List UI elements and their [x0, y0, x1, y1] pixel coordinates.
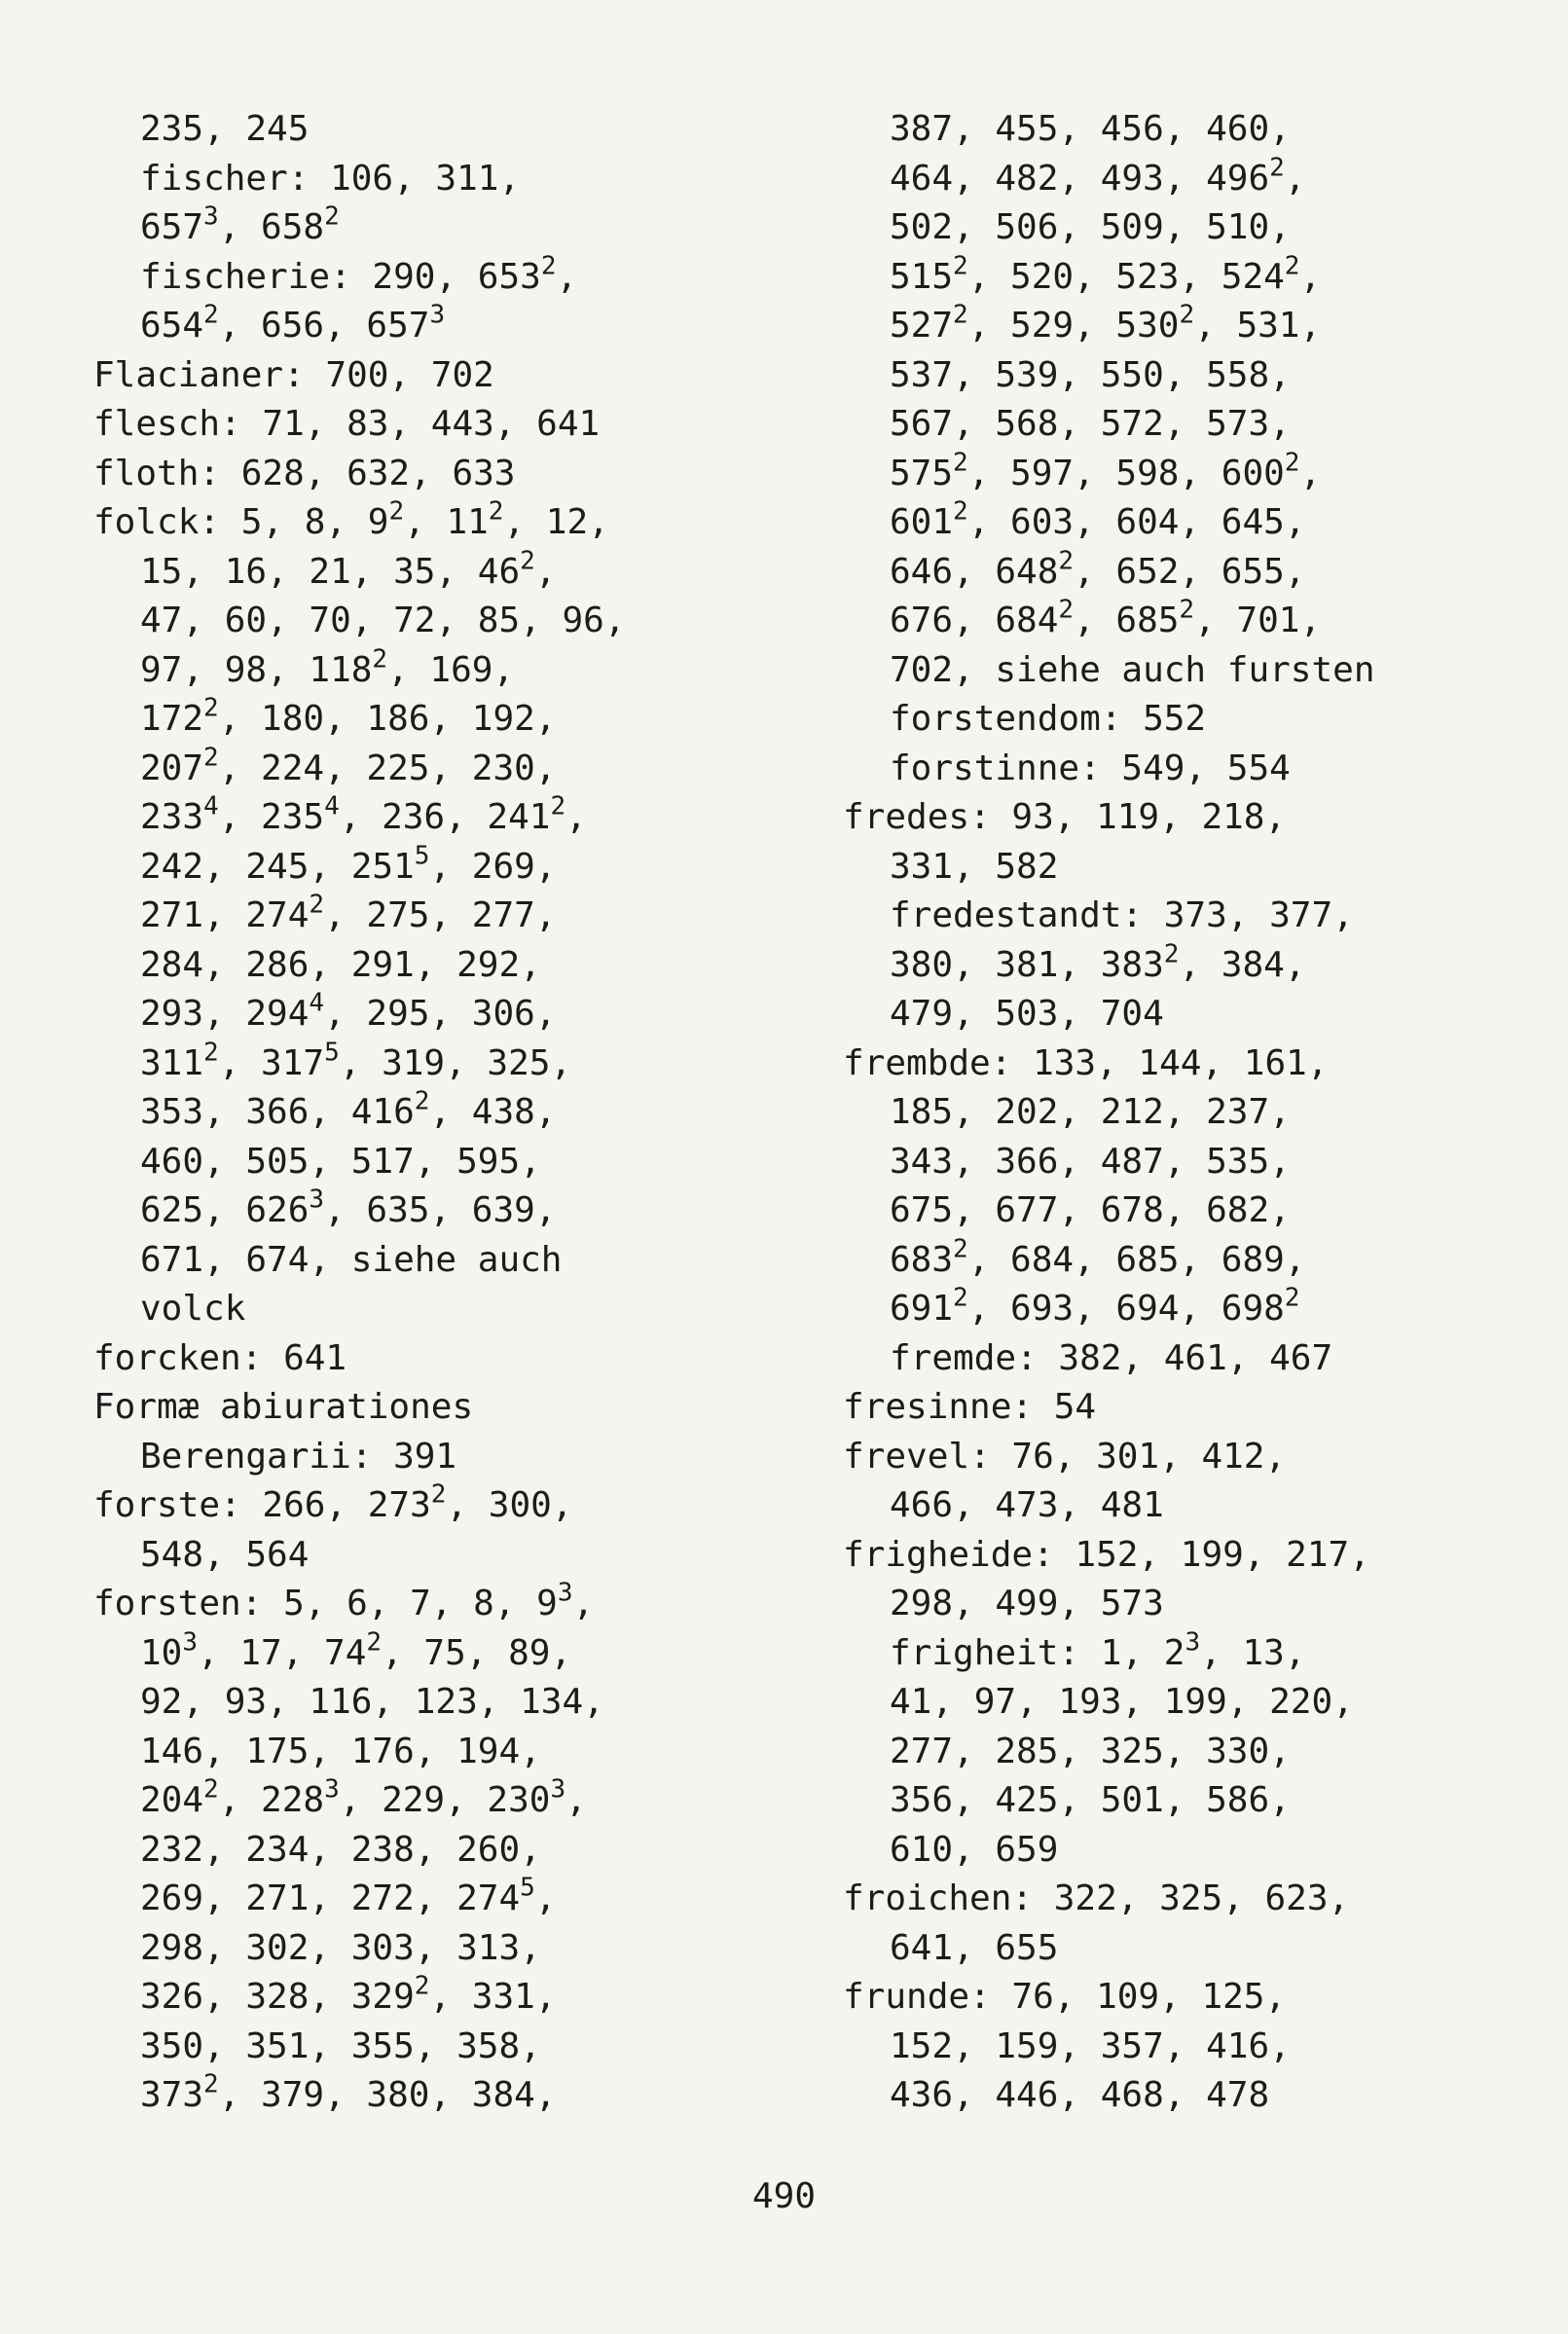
index-line: froichen: 322, 325, 623,	[843, 1878, 1350, 1918]
index-line: Berengarii: 391	[140, 1436, 457, 1477]
index-line: $373^2$, 379, 380, 384,	[140, 2069, 557, 2115]
index-line: 353, 366, $416^2$, 438,	[140, 1086, 557, 1132]
index-line: volck	[140, 1289, 246, 1329]
index-line: $10^3$, 17, $74^2$, 75, 89,	[140, 1627, 572, 1673]
index-line: 326, 328, $329^2$, 331,	[140, 1971, 557, 2017]
index-line: 625, $626^3$, 635, 639,	[140, 1185, 557, 1230]
index-line: 610, 659	[890, 1829, 1059, 1870]
index-line: 277, 285, 325, 330,	[890, 1731, 1291, 1771]
index-line: 331, 582	[890, 846, 1059, 887]
index-line: 293, $294^4$, 295, 306,	[140, 988, 557, 1034]
index-line: $683^2$, 684, 685, 689,	[890, 1234, 1306, 1280]
index-line: $601^2$, 603, 604, 645,	[890, 496, 1306, 542]
index-line: frigheide: 152, 199, 217,	[843, 1534, 1370, 1575]
index-line: forste: 266, $273^2$, 300,	[93, 1479, 573, 1525]
index-line: 92, 93, 116, 123, 134,	[140, 1682, 604, 1722]
index-line: 298, 499, 573	[890, 1584, 1164, 1623]
index-line: 460, 505, 517, 595,	[140, 1141, 541, 1182]
index-line: Flacianer: 700, 702	[93, 354, 494, 395]
index-line: $515^2$, 520, 523, $524^2$,	[890, 251, 1322, 297]
index-line: 479, 503, 704	[890, 994, 1164, 1034]
index-line: $172^2$, 180, 186, 192,	[140, 693, 557, 739]
index-column-left	[93, 105, 626, 2121]
index-line: fredestandt: 373, 377,	[890, 895, 1354, 935]
index-line: flesch: 71, 83, 443, 641	[93, 404, 601, 444]
index-line: 152, 159, 357, 416,	[890, 2025, 1291, 2066]
index-line: floth: 628, 632, 633	[93, 453, 516, 493]
index-line: 436, 446, 468, 478	[890, 2075, 1270, 2115]
index-line: 387, 455, 456, 460,	[890, 109, 1291, 149]
index-line: $654^2$, 656, $657^3$	[140, 300, 446, 346]
index-line: forcken: 641	[93, 1337, 347, 1378]
index-line: 298, 302, 303, 313,	[140, 1927, 541, 1968]
index-line: 548, 564	[140, 1534, 310, 1575]
index-line: 567, 568, 572, 573,	[890, 404, 1291, 444]
index-line: 97, 98, $118^2$, 169,	[140, 644, 515, 690]
index-line: Formæ abiurationes	[93, 1387, 474, 1427]
index-line: fischer: 106, 311,	[140, 158, 521, 199]
index-line: 235, 245	[140, 109, 310, 149]
index-line: $233^4$, $235^4$, 236, $241^2$,	[140, 791, 587, 837]
index-line: frigheit: 1, $2^3$, 13,	[890, 1627, 1306, 1673]
index-line: 15, 16, 21, 35, $46^2$,	[140, 546, 557, 592]
index-line: 343, 366, 487, 535,	[890, 1141, 1291, 1182]
index-line: fremde: 382, 461, 467	[890, 1337, 1333, 1378]
index-line: 380, 381, $383^2$, 384,	[890, 939, 1306, 985]
index-line: frunde: 76, 109, 125,	[843, 1977, 1287, 2017]
index-line: fredes: 93, 119, 218,	[843, 797, 1287, 837]
index-line: 146, 175, 176, 194,	[140, 1731, 541, 1771]
index-line: $575^2$, 597, 598, $600^2$,	[890, 448, 1322, 493]
index-line: $527^2$, 529, $530^2$, 531,	[890, 300, 1322, 346]
index-line: 350, 351, 355, 358,	[140, 2025, 541, 2066]
index-line: 242, 245, $251^5$, 269,	[140, 841, 557, 887]
index-line: 185, 202, 212, 237,	[890, 1092, 1291, 1132]
index-line: $311^2$, $317^5$, 319, 325,	[140, 1038, 572, 1083]
index-line: 47, 60, 70, 72, 85, 96,	[140, 601, 626, 640]
index-line: folck: 5, 8, $9^2$, $11^2$, 12,	[93, 496, 609, 542]
index-line: fresinne: 54	[843, 1387, 1097, 1427]
index-line: $207^2$, 224, 225, 230,	[140, 743, 557, 788]
index-line: 269, 271, 272, $274^5$,	[140, 1873, 557, 1918]
index-line: 646, $648^2$, 652, 655,	[890, 546, 1306, 592]
index-line: 702, siehe auch fursten	[890, 649, 1375, 690]
index-line: 675, 677, 678, 682,	[890, 1190, 1291, 1230]
index-line: $657^3$, $658^2$	[140, 201, 340, 247]
index-line: $691^2$, 693, 694, $698^2$	[890, 1283, 1300, 1329]
index-line: 641, 655	[890, 1927, 1059, 1968]
index-line: 356, 425, 501, 586,	[890, 1780, 1291, 1820]
index-line: forsten: 5, 6, 7, 8, $9^3$,	[93, 1578, 595, 1623]
index-line: 284, 286, 291, 292,	[140, 944, 541, 985]
index-line: fischerie: 290, $653^2$,	[140, 251, 578, 297]
index-line: forstinne: 549, 554	[890, 748, 1291, 788]
index-line: frevel: 76, 301, 412,	[843, 1436, 1287, 1477]
index-line: 502, 506, 509, 510,	[890, 207, 1291, 247]
index-line: 271, $274^2$, 275, 277,	[140, 890, 557, 935]
page-number: 490	[751, 2176, 817, 2216]
index-line: frembde: 133, 144, 161,	[843, 1042, 1329, 1083]
index-column-right	[843, 105, 1375, 2121]
index-line: 41, 97, 193, 199, 220,	[890, 1682, 1354, 1722]
index-line: 671, 674, siehe auch	[140, 1239, 563, 1280]
index-line: 466, 473, 481	[890, 1485, 1164, 1525]
index-line: 537, 539, 550, 558,	[890, 354, 1291, 395]
index-line: 676, $684^2$, $685^2$, 701,	[890, 595, 1322, 640]
index-line: $204^2$, $228^3$, 229, $230^3$,	[140, 1774, 587, 1820]
index-line: 232, 234, 238, 260,	[140, 1829, 541, 1870]
index-line: 464, 482, 493, $496^2$,	[890, 153, 1306, 199]
index-line: forstendom: 552	[890, 699, 1207, 739]
